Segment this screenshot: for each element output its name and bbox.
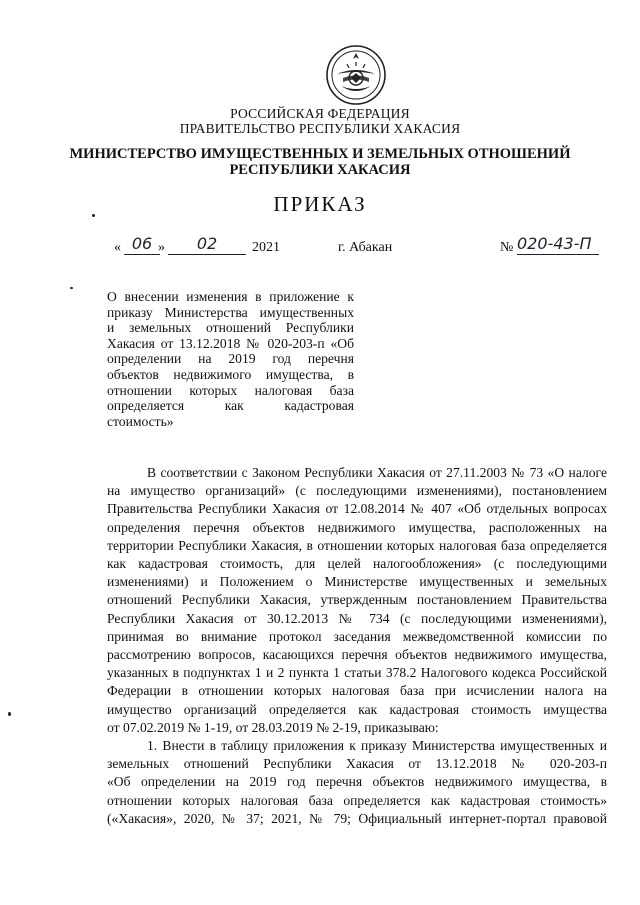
- header-country: РОССИЙСКАЯ ФЕДЕРАЦИЯ: [230, 106, 410, 121]
- coat-of-arms-icon: [325, 44, 387, 106]
- body-line: имущество организаций определяется как кадастровая стоимость имущества: [107, 701, 607, 717]
- body-line: Правительства Республики Хакасия от 12.08.2014 № 407 «Об отдельных вопросах: [107, 501, 607, 517]
- body-line: принимая во внимание протокол заседания межведомственной комиссии по: [107, 628, 607, 644]
- body-line: Республики Хакасия от 30.12.2013 № 734 (с последующими изменениями),: [107, 610, 607, 626]
- body-line: Федерации в отношении которых налоговая база при исчислении налога на: [107, 683, 607, 699]
- body-line: земельных отношений Республики Хакасия от 13.12.2018 № 020-203-п: [107, 756, 607, 772]
- date-day-handwritten: 06: [124, 234, 160, 255]
- body-line: 1. Внести в таблицу приложения к приказу Министерства имущественных и: [147, 738, 607, 754]
- body-line: от 07.02.2019 № 1-19, от 28.03.2019 № 2-19, приказываю:: [107, 719, 439, 735]
- date-number-row: [0, 234, 640, 262]
- ministry-title-line2: РЕСПУБЛИКИ ХАКАСИЯ: [229, 162, 411, 178]
- header-government: ПРАВИТЕЛЬСТВО РЕСПУБЛИКИ ХАКАСИЯ: [179, 121, 461, 136]
- body-line: отношений Республики Хакасия, утвержденным постановлением Правительства: [107, 592, 607, 608]
- subject-line: стоимость»: [107, 413, 174, 429]
- body-line: В соответствии с Законом Республики Хакасия от 27.11.2003 № 73 «О налоге: [147, 465, 607, 480]
- order-number-handwritten: 020-43-П: [517, 234, 599, 255]
- date-year: 2021: [252, 240, 280, 255]
- document-type: ПРИКАЗ: [273, 192, 367, 216]
- subject-line: определении на 2019 год перечня: [107, 351, 354, 367]
- body-line: как кадастровая стоимость, для целей налогообложения» (с последующими: [107, 556, 607, 572]
- subject-line: и земельных отношений Республики: [107, 320, 354, 336]
- order-body: [107, 464, 607, 828]
- scan-speck: [8, 712, 11, 716]
- subject-line: О внесении изменения в приложение к: [107, 289, 354, 304]
- date-month-handwritten: 02: [168, 234, 246, 255]
- ministry-title-line1: МИНИСТЕРСТВО ИМУЩЕСТВЕННЫХ И ЗЕМЕЛЬНЫХ ОТНОШЕНИЙ: [69, 146, 571, 162]
- date-open-quote: «: [114, 240, 121, 255]
- subject-line: Хакасия от 13.12.2018 № 020-203-п «Об: [107, 335, 354, 351]
- body-line: («Хакасия», 2020, № 37; 2021, № 79; Официальный интернет-портал правовой: [107, 810, 607, 826]
- body-line: территории Республики Хакасия, в отношении которых налоговая база определяется: [107, 537, 607, 553]
- body-line: на имущество организаций» (с последующими изменениями), постановлением: [107, 483, 607, 499]
- number-sign: №: [500, 240, 514, 255]
- order-subject: [107, 289, 354, 429]
- body-line: отношении которых налоговая база определяется как кадастровая стоимость»: [107, 792, 607, 808]
- subject-line: приказу Министерства имущественных: [107, 304, 354, 320]
- subject-line: объектов недвижимого имущества, в: [107, 366, 354, 382]
- scan-speck: [70, 287, 73, 289]
- body-line: «Об определении на 2019 год перечня объектов недвижимого имущества, в: [107, 774, 607, 790]
- scan-speck: [92, 214, 95, 217]
- body-line: изменениями) и Положением о Министерстве имущественных и земельных: [107, 574, 607, 590]
- body-line: определения перечня объектов недвижимого имущества, расположенных на: [107, 519, 607, 535]
- subject-line: определяется как кадастровая: [107, 398, 354, 414]
- city-name: г. Абакан: [338, 240, 393, 255]
- date-close-quote: »: [158, 240, 165, 255]
- body-line: рассмотрению вопросов, касающихся перечня объектов недвижимого имущества,: [107, 647, 607, 663]
- body-line: указанных в подпунктах 1 и 2 пункта 1 статьи 378.2 Налогового кодекса Российской: [107, 665, 607, 681]
- subject-line: отношении которых налоговая база: [107, 382, 354, 398]
